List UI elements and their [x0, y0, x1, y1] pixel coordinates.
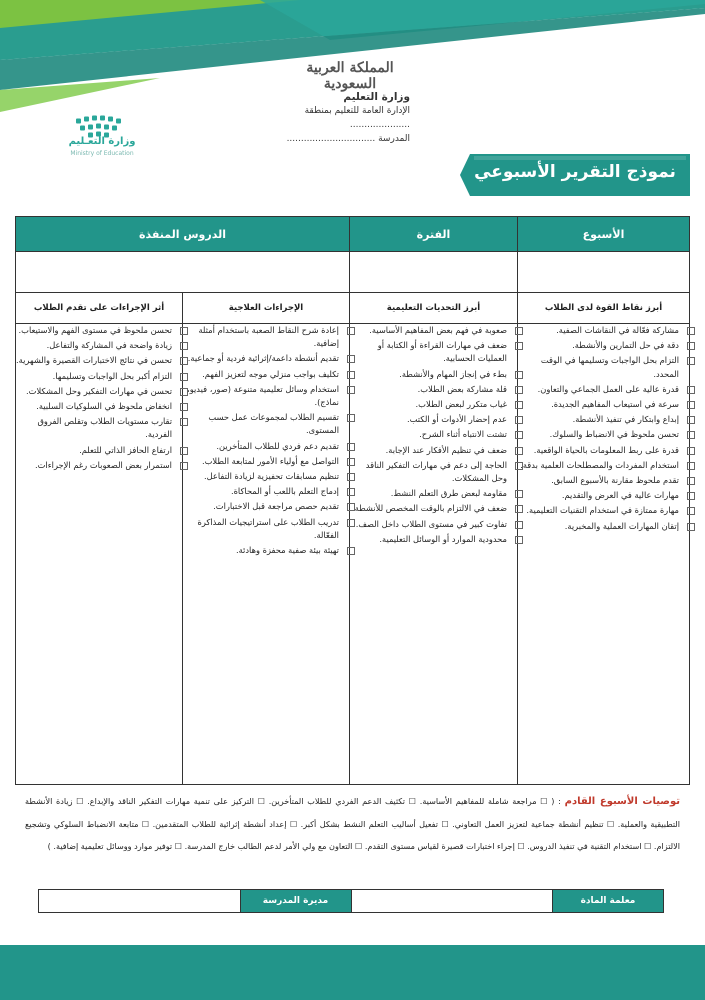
principal-signature-field[interactable]: [39, 890, 241, 913]
impact-item-text: تقارب مستويات الطلاب وتقلص الفروق الفردية.: [37, 416, 172, 440]
challenge-item-text: الحاجة إلى دعم في مهارات التفكير الناقد وحل المشكلات.: [365, 459, 507, 484]
challenge-item-text: ضعف في مهارات القراءة أو الكتابة أو العمليات الحسابية.: [377, 340, 507, 364]
week-header: الأسبوع: [518, 217, 690, 252]
strength-item-text: قدرة عالية على العمل الجماعي والتعاون.: [537, 383, 679, 394]
challenge-item-text: غياب متكرر لبعض الطلاب.: [415, 399, 507, 410]
challenge-item: [350, 339, 517, 365]
recommendations: [25, 790, 680, 857]
strength-item: [518, 354, 689, 380]
recommendations-title: توصيات الأسبوع القادم: [564, 796, 680, 807]
remedial-item-text: التواصل مع أولياء الأمور لمتابعة الطلاب.: [201, 455, 339, 466]
checkbox-icon[interactable]: [347, 371, 355, 379]
signature-table: [38, 889, 664, 913]
checkbox-icon[interactable]: [687, 431, 695, 439]
challenge-item: [350, 502, 517, 515]
remedial-item-text: تنظيم مسابقات تحفيزية لزيادة التفاعل.: [203, 471, 339, 482]
strength-item: [518, 504, 689, 517]
checkbox-icon[interactable]: [515, 371, 523, 379]
checkbox-icon[interactable]: [515, 327, 523, 335]
impact-item: [16, 385, 182, 398]
directorate-line: الإدارة العامة للتعليم بمنطقة .....................: [304, 106, 410, 130]
challenge-item: [350, 459, 517, 485]
strength-item: [518, 413, 689, 426]
period-header: الفترة: [350, 217, 518, 252]
remedial-item-text: تقسيم الطلاب لمجموعات عمل حسب المستوى.: [208, 412, 339, 436]
logo-english-text: Ministry of Education: [70, 150, 134, 157]
remedial-item-text: استخدام وسائل تعليمية متنوعة (صور، فيديو، نماذج).: [187, 383, 339, 408]
remedial-item-text: تقديم أنشطة داعمة/إثرائية فردية أو جماعية.: [187, 353, 339, 364]
checkbox-icon[interactable]: [180, 462, 188, 470]
impact-cell: [16, 324, 183, 785]
checkbox-icon[interactable]: [347, 414, 355, 422]
strengths-list: [518, 324, 689, 533]
checkbox-icon[interactable]: [347, 443, 355, 451]
checkbox-icon[interactable]: [515, 505, 523, 513]
strength-item: [518, 459, 689, 472]
checkbox-icon[interactable]: [687, 462, 695, 470]
challenge-item: [350, 533, 517, 546]
remedial-list: [183, 324, 349, 557]
remedial-item: [183, 516, 349, 542]
recommendations-text: : ( ☐ مراجعة شاملة للمفاهيم الأساسية. ☐ تكثيف الدعم الفردي للطلاب المتأخرين. ☐ التركيز على تنمية مهارات التفكير الناقد والإبداع. ☐ زيادة الأنشطة التطبيقية والعملية. ☐ تنظيم أنشطة جماعية لتعزيز العمل التعاوني. ☐ تفعيل أساليب التعلم النشط بشكل أكبر. ☐ إعداد أنشطة إثرائية للطلاب المتقدمين. ☐ متابعة الانضباط السلوكي وتشجيع الالتزام. ☐ استخدام التقنية في تنفيذ الدروس. ☐ إجراء اختبارات قصيرة لقياس مستوى التقدم. ☐ التعاون مع ولي الأمر لدعم الطالب خارج المدرسة. ☐ توفير موارد ووسائل تعليمية إضافية. ): [25, 796, 680, 851]
challenge-item-text: ضعف في تنظيم الأفكار عند الإجابة.: [385, 444, 507, 455]
strength-item-text: تحسن ملحوظ في الانضباط والسلوك.: [549, 429, 679, 440]
remedial-item-text: تقديم حصص مراجعة قبل الاختبارات.: [213, 501, 339, 512]
challenge-item: [350, 398, 517, 411]
teacher-label: معلمة المادة: [553, 890, 664, 913]
checkbox-icon[interactable]: [687, 492, 695, 500]
checkbox-icon[interactable]: [180, 373, 188, 381]
checkbox-icon[interactable]: [180, 357, 188, 365]
impact-item: [16, 415, 182, 441]
challenge-item: [350, 428, 517, 441]
impact-item: [16, 354, 182, 367]
remedial-item: [183, 383, 349, 409]
remedial-item: [183, 485, 349, 498]
impact-item: [16, 324, 182, 337]
checkbox-icon[interactable]: [687, 507, 695, 515]
school-line: المدرسة ...............................: [286, 134, 410, 144]
impact-item-text: تحسن ملحوظ في مستوى الفهم والاستيعاب.: [18, 325, 172, 335]
challenges-list: [350, 324, 517, 546]
strength-item-text: سرعة في استيعاب المفاهيم الجديدة.: [551, 399, 679, 410]
challenge-item-text: ضعف في الالتزام بالوقت المخصص للأنشطة.: [352, 503, 507, 514]
remedial-item-text: تدريب الطلاب على استراتيجيات المذاكرة الفعّالة.: [197, 516, 339, 540]
challenge-item-text: مقاومة لبعض طرق التعلم النشط.: [390, 488, 507, 499]
teacher-signature-field[interactable]: [351, 890, 553, 913]
impact-list: [16, 324, 182, 472]
challenge-item-text: محدودية الموارد أو الوسائل التعليمية.: [379, 533, 507, 544]
checkbox-icon[interactable]: [515, 447, 523, 455]
checkbox-icon[interactable]: [180, 342, 188, 350]
challenges-header: أبرز التحديات التعليمية: [350, 293, 518, 324]
strengths-header: أبرز نقاط القوة لدى الطلاب: [518, 293, 690, 324]
challenge-item-text: تفاوت كبير في مستوى الطلاب داخل الصف.: [355, 518, 507, 529]
strength-item-text: تقدم ملحوظ مقارنة بالأسبوع السابق.: [551, 475, 679, 486]
footer-band: [0, 945, 705, 1000]
challenge-item: [350, 324, 517, 337]
checkbox-icon[interactable]: [515, 386, 523, 394]
impact-item-text: استمرار بعض الصعوبات رغم الإجراءات.: [34, 459, 172, 470]
impact-item-text: تحسن في نتائج الاختبارات القصيرة والشهرية.: [16, 355, 172, 366]
remedial-item: [183, 470, 349, 483]
checkbox-icon[interactable]: [515, 462, 523, 470]
challenge-item-text: صعوبة في فهم بعض المفاهيم الأساسية.: [369, 325, 507, 335]
strength-item: [518, 324, 689, 337]
checkbox-icon[interactable]: [687, 447, 695, 455]
remedial-item: [183, 352, 349, 365]
challenges-cell: [350, 324, 518, 785]
checkbox-icon[interactable]: [347, 327, 355, 335]
checkbox-icon[interactable]: [687, 477, 695, 485]
remedial-cell: [183, 324, 350, 785]
challenge-item-text: قلة مشاركة بعض الطلاب.: [417, 383, 507, 394]
impact-item-text: التزام أكبر بحل الواجبات وتسليمها.: [52, 370, 172, 381]
challenge-item: [350, 413, 517, 426]
strength-item: [518, 383, 689, 396]
strengths-cell: [518, 324, 690, 785]
strength-item-text: مشاركة فعّالة في النقاشات الصفية.: [556, 325, 679, 335]
checkbox-icon[interactable]: [687, 523, 695, 531]
challenge-item: [350, 368, 517, 381]
strength-item: [518, 339, 689, 352]
checkbox-icon[interactable]: [687, 401, 695, 409]
checkbox-icon[interactable]: [347, 355, 355, 363]
impact-item: [16, 444, 182, 457]
checkbox-icon[interactable]: [180, 418, 188, 426]
remedial-item-text: إعادة شرح النقاط الصعبة باستخدام أمثلة إضافية.: [198, 325, 339, 349]
checkbox-icon[interactable]: [687, 327, 695, 335]
remedial-item-text: تقديم دعم فردي للطلاب المتأخرين.: [216, 440, 339, 451]
impact-item-text: انخفاض ملحوظ في السلوكيات السلبية.: [36, 401, 172, 412]
checkbox-icon[interactable]: [515, 431, 523, 439]
remedial-item-text: تهيئة بيئة صفية محفزة وهادئة.: [235, 545, 339, 556]
checkbox-icon[interactable]: [347, 519, 355, 527]
checkbox-icon[interactable]: [515, 490, 523, 498]
remedial-item: [183, 440, 349, 453]
strength-item-text: التزام بحل الواجبات وتسليمها في الوقت المحدد.: [540, 355, 679, 379]
impact-item: [16, 459, 182, 472]
logo-arabic-text: وزارة التعـليم: [68, 136, 136, 147]
checkbox-icon[interactable]: [687, 386, 695, 394]
impact-item: [16, 370, 182, 383]
checkbox-icon[interactable]: [515, 401, 523, 409]
checkbox-icon[interactable]: [180, 403, 188, 411]
period-field[interactable]: [350, 252, 518, 293]
strength-item-text: إتقان المهارات العملية والمخبرية.: [564, 520, 679, 531]
strength-item: [518, 428, 689, 441]
strength-item: [518, 474, 689, 487]
checkbox-icon[interactable]: [515, 416, 523, 424]
checkbox-icon[interactable]: [687, 416, 695, 424]
checkbox-icon[interactable]: [347, 473, 355, 481]
checkbox-icon[interactable]: [347, 547, 355, 555]
impact-item-text: زيادة واضحة في المشاركة والتفاعل.: [46, 340, 172, 351]
weekly-report-table: [15, 216, 690, 785]
checkbox-icon[interactable]: [515, 342, 523, 350]
challenge-item: [350, 383, 517, 396]
remedial-item-text: إدماج التعلم باللعب أو المحاكاة.: [230, 486, 339, 497]
impact-item: [16, 400, 182, 413]
strength-item-text: مهارات عالية في العرض والتقديم.: [561, 490, 679, 501]
challenge-item-text: تشتت الانتباه أثناء الشرح.: [419, 429, 507, 440]
checkbox-icon[interactable]: [180, 327, 188, 335]
checkbox-icon[interactable]: [347, 458, 355, 466]
remedial-item: [183, 324, 349, 350]
impact-item: [16, 339, 182, 352]
checkbox-icon[interactable]: [515, 536, 523, 544]
remedial-item: [183, 455, 349, 468]
checkbox-icon[interactable]: [347, 503, 355, 511]
kingdom-name: المملكة العربية السعودية: [306, 60, 394, 92]
checkbox-icon[interactable]: [180, 447, 188, 455]
strength-item: [518, 398, 689, 411]
remedial-item: [183, 411, 349, 437]
checkbox-icon[interactable]: [515, 521, 523, 529]
challenge-item-text: بطء في إنجاز المهام والأنشطة.: [399, 368, 507, 379]
checkbox-icon[interactable]: [347, 488, 355, 496]
strength-item-text: استخدام المفردات والمصطلحات العلمية بدقة.: [520, 459, 679, 470]
challenge-item: [350, 444, 517, 457]
strength-item-text: إبداع وابتكار في تنفيذ الأنشطة.: [572, 414, 679, 425]
checkbox-icon[interactable]: [687, 357, 695, 365]
week-field[interactable]: [518, 252, 690, 293]
strength-item: [518, 520, 689, 533]
remedial-item: [183, 544, 349, 557]
impact-header: أثر الإجراءات على تقدم الطلاب: [16, 293, 183, 324]
strength-item: [518, 489, 689, 502]
remedial-header: الإجراءات العلاجية: [183, 293, 350, 324]
remedial-item: [183, 500, 349, 513]
challenge-item: [350, 518, 517, 531]
checkbox-icon[interactable]: [347, 386, 355, 394]
checkbox-icon[interactable]: [180, 388, 188, 396]
ministry-name: وزارة التعليم: [343, 91, 410, 103]
lessons-header: الدروس المنفذة: [16, 217, 350, 252]
challenge-item-text: عدم إحضار الأدوات أو الكتب.: [406, 414, 507, 425]
strength-item-text: مهارة ممتازة في استخدام التقنيات التعليمية.: [526, 505, 679, 516]
header-info: [250, 90, 410, 146]
lessons-field[interactable]: [16, 252, 350, 293]
challenge-item: [350, 487, 517, 500]
remedial-item: [183, 368, 349, 381]
remedial-item-text: تكليف بواجب منزلي موجه لتعزيز الفهم.: [202, 368, 339, 379]
page-title: نموذج التقرير الأسبوعي: [474, 162, 676, 182]
strength-item: [518, 444, 689, 457]
principal-label: مديرة المدرسة: [240, 890, 351, 913]
impact-item-text: تحسن في مهارات التفكير وحل المشكلات.: [26, 385, 172, 396]
checkbox-icon[interactable]: [687, 342, 695, 350]
strength-item-text: قدرة على ربط المعلومات بالحياة الواقعية.: [533, 444, 679, 455]
impact-item-text: ارتفاع الحافز الذاتي للتعلم.: [79, 444, 172, 455]
strength-item-text: دقة في حل التمارين والأنشطة.: [572, 340, 679, 351]
